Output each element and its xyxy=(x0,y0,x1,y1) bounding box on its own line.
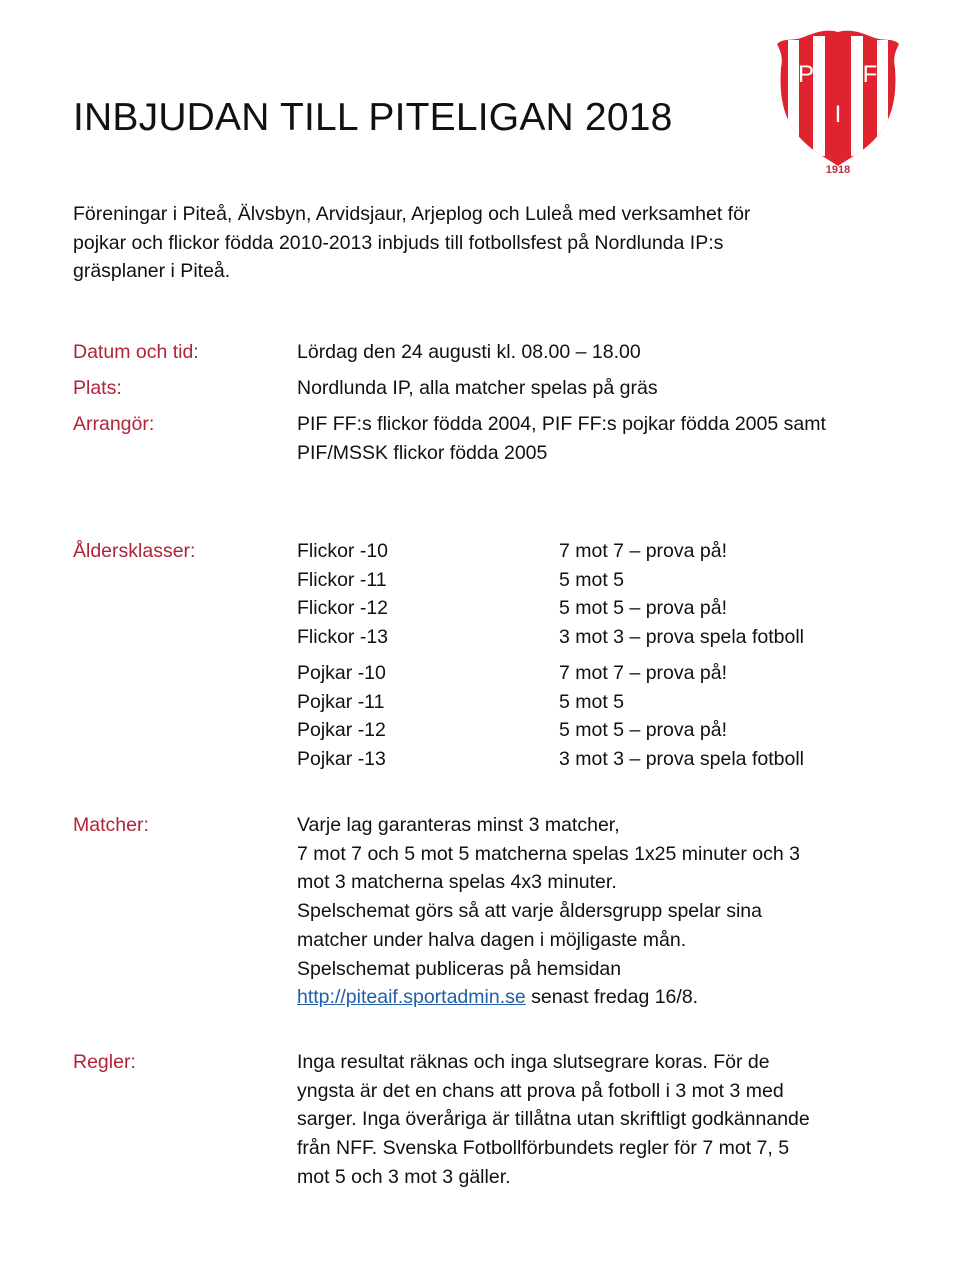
matches-line: Spelschemat publiceras på hemsidan xyxy=(297,957,622,980)
intro-line: gräsplaner i Piteå. xyxy=(73,260,231,282)
crest-stripe xyxy=(813,36,825,156)
crest-letter-p: P xyxy=(797,61,815,88)
class-name: Flickor -13 xyxy=(297,626,389,649)
place-label: Plats: xyxy=(73,377,122,399)
class-name: Flickor -11 xyxy=(297,568,387,591)
class-format: 5 mot 5 – prova på! xyxy=(559,719,728,742)
class-name: Pojkar -11 xyxy=(297,690,385,713)
matches-line: Varje lag garanteras minst 3 matcher, xyxy=(297,814,620,836)
class-name: Flickor -12 xyxy=(297,597,389,620)
website-link[interactable]: http://piteaif.sportadmin.se xyxy=(297,986,526,1009)
rules-line: Inga resultat räknas och inga slutsegrare koras. För de xyxy=(297,1051,770,1073)
intro-line: Föreningar i Piteå, Älvsbyn, Arvidsjaur, Arjeplog och Luleå med verksamhet för xyxy=(73,203,751,225)
crest-year: 1918 xyxy=(825,164,851,176)
class-format: 5 mot 5 xyxy=(559,568,625,591)
matches-line: Spelschemat görs så att varje åldersgrupp spelar sina xyxy=(297,900,762,923)
crest-stripe xyxy=(851,36,863,156)
age-classes-label: Åldersklasser: xyxy=(73,540,196,562)
rules-line: sarger. Inga överåriga är tillåtna utan skriftligt godkännande xyxy=(297,1108,810,1131)
crest-letter-f: F xyxy=(862,61,878,88)
matches-link-line xyxy=(297,983,887,1012)
class-format: 3 mot 3 – prova spela fotboll xyxy=(559,626,804,649)
class-name: Pojkar -12 xyxy=(297,719,386,742)
date-value: Lördag den 24 augusti kl. 08.00 – 18.00 xyxy=(297,341,641,363)
matches-line: matcher under halva dagen i möjligaste mån. xyxy=(297,928,687,951)
intro-line: pojkar och flickor födda 2010-2013 inbjuds till fotbollsfest på Nordlunda IP:s xyxy=(73,231,724,254)
place-value: Nordlunda IP, alla matcher spelas på gräs xyxy=(297,377,658,399)
class-format: 3 mot 3 – prova spela fotboll xyxy=(559,748,804,771)
rules-line: mot 5 och 3 mot 3 gäller. xyxy=(297,1165,511,1188)
rules-label: Regler: xyxy=(73,1051,136,1073)
class-name: Pojkar -10 xyxy=(297,662,386,684)
date-label: Datum och tid: xyxy=(73,341,199,363)
crest-stripe xyxy=(877,40,888,150)
intro-paragraph xyxy=(73,200,873,286)
organizer-line: PIF/MSSK flickor födda 2005 xyxy=(297,441,548,464)
matches-value xyxy=(297,811,887,1012)
club-crest-icon xyxy=(773,26,903,178)
rules-line: från NFF. Svenska Fotbollförbundets regler för 7 mot 7, 5 xyxy=(297,1137,790,1160)
class-name: Flickor -10 xyxy=(297,540,389,562)
class-format: 5 mot 5 – prova på! xyxy=(559,597,728,620)
crest-letter-i: I xyxy=(834,101,842,128)
rules-value xyxy=(297,1048,887,1192)
organizer-line: PIF FF:s flickor födda 2004, PIF FF:s pojkar födda 2005 samt xyxy=(297,413,826,435)
rules-line: yngsta är det en chans att prova på fotboll i 3 mot 3 med xyxy=(297,1079,784,1102)
matches-line: mot 3 matcherna spelas 4x3 minuter. xyxy=(297,871,617,894)
crest-stripe xyxy=(788,40,799,150)
age-classes-section xyxy=(73,537,893,797)
matches-link-suffix: senast fredag 16/8. xyxy=(525,986,699,1009)
class-format: 7 mot 7 – prova på! xyxy=(559,540,728,562)
class-name: Pojkar -13 xyxy=(297,748,386,771)
organizer-label: Arrangör: xyxy=(73,413,155,435)
organizer-value xyxy=(297,410,887,467)
document-title: INBJUDAN TILL PITELIGAN 2018 xyxy=(73,96,673,139)
matches-label: Matcher: xyxy=(73,814,149,836)
matches-line: 7 mot 7 och 5 mot 5 matcherna spelas 1x25 minuter och 3 xyxy=(297,842,800,865)
class-format: 5 mot 5 xyxy=(559,690,625,713)
class-format: 7 mot 7 – prova på! xyxy=(559,662,728,684)
